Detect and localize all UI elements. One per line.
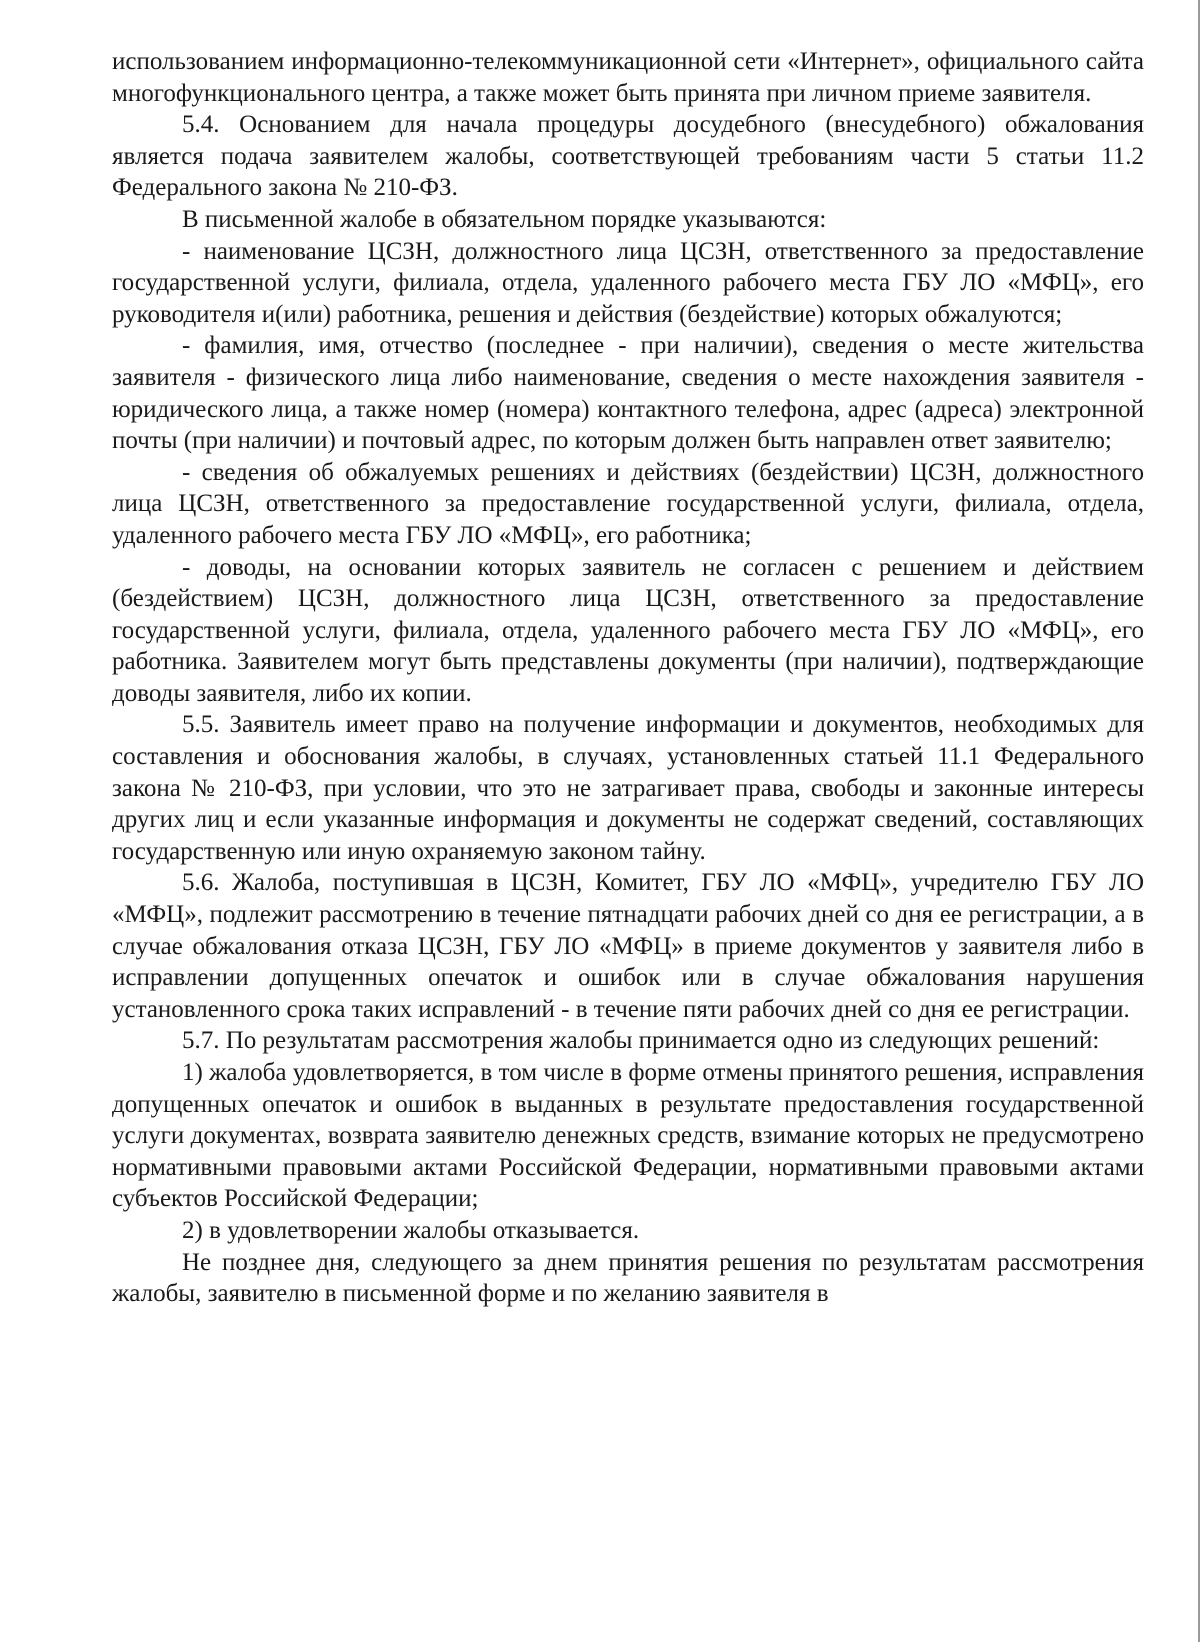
list-item-applicant-details: - фамилия, имя, отчество (последнее - при наличии), сведения о месте жительства заявителя - физического лица либо наименование, сведения о месте нахождения заявителя - юридического лица, а также номер (номера) контактного телефона, адрес (адреса) электронной почты (при наличии) и почтовый адрес, по которым должен быть направлен ответ заявителю; <box>112 332 1144 455</box>
paragraph-response-deadline: Не позднее дня, следующего за днем принятия решения по результатам рассмотрения жалобы, заявителю в письменной форме и по желанию заявителя в <box>112 1248 1144 1308</box>
paragraph-complaint-requirements: В письменной жалобе в обязательном порядке указываются: <box>182 205 827 233</box>
list-item-complaint-satisfied: 1) жалоба удовлетворяется, в том числе в форме отмены принятого решения, исправления допущенных опечаток и ошибок в выданных в результате предоставления государственной услуги документах, возврата заявителю денежных средств, взимание которых не предусмотрено нормативными правовыми актами Российской Федерации, нормативными правовыми актами субъектов Российской Федерации; <box>112 1059 1144 1213</box>
list-item-arguments: - доводы, на основании которых заявитель не согласен с решением и действием (бездействием) ЦСЗН, должностного лица ЦСЗН, ответственного за предоставление государственной услуги, филиала, отдела, удаленного рабочего места ГБУ ЛО «МФЦ», его работника. Заявителем могут быть представлены документы (при наличии), подтверждающие доводы заявителя, либо их копии. <box>112 553 1144 707</box>
paragraph-5-6: 5.6. Жалоба, поступившая в ЦСЗН, Комитет, ГБУ ЛО «МФЦ», учредителю ГБУ ЛО «МФЦ», подлежит рассмотрению в течение пятнадцати рабочих дней со дня ее регистрации, а в случае обжалования отказа ЦСЗН, ГБУ ЛО «МФЦ» в приеме документов у заявителя либо в исправлении допущенных опечаток и ошибок или в случае обжалования нарушения установленного срока таких исправлений - в течение пяти рабочих дней со дня ее регистрации. <box>112 869 1144 1023</box>
paragraph-5-7: 5.7. По результатам рассмотрения жалобы принимается одно из следующих решений: <box>182 1027 1100 1055</box>
paragraph-intro-continuation: использованием информационно-телекоммуникационной сети «Интернет», официального сайта многофункционального центра, а также может быть принята при личном приеме заявителя. <box>112 48 1144 107</box>
document-body <box>112 46 1144 1310</box>
paragraph-5-4: 5.4. Основанием для начала процедуры досудебного (внесудебного) обжалования является подача заявителем жалобы, соответствующей требованиям части 5 статьи 11.2 Федерального закона № 210-ФЗ. <box>112 111 1144 202</box>
list-item-name-of-body: - наименование ЦСЗН, должностного лица ЦСЗН, ответственного за предоставление государственной услуги, филиала, отдела, удаленного рабочего места ГБУ ЛО «МФЦ», его руководителя и(или) работника, решения и действия (бездействие) которых обжалуются; <box>112 237 1144 328</box>
paragraph-5-5: 5.5. Заявитель имеет право на получение информации и документов, необходимых для составления и обоснования жалобы, в случаях, установленных статьей 11.1 Федерального закона № 210-ФЗ, при условии, что это не затрагивает права, свободы и законные интересы других лиц и если указанные информация и документы не содержат сведений, составляющих государственную или иную охраняемую законом тайну. <box>112 711 1144 865</box>
list-item-complaint-rejected: 2) в удовлетворении жалобы отказывается. <box>182 1216 640 1244</box>
list-item-appealed-decisions: - сведения об обжалуемых решениях и действиях (бездействии) ЦСЗН, должностного лица ЦСЗН, ответственного за предоставление государственной услуги, филиала, отдела, удаленного рабочего места ГБУ ЛО «МФЦ», его работника; <box>112 458 1144 549</box>
